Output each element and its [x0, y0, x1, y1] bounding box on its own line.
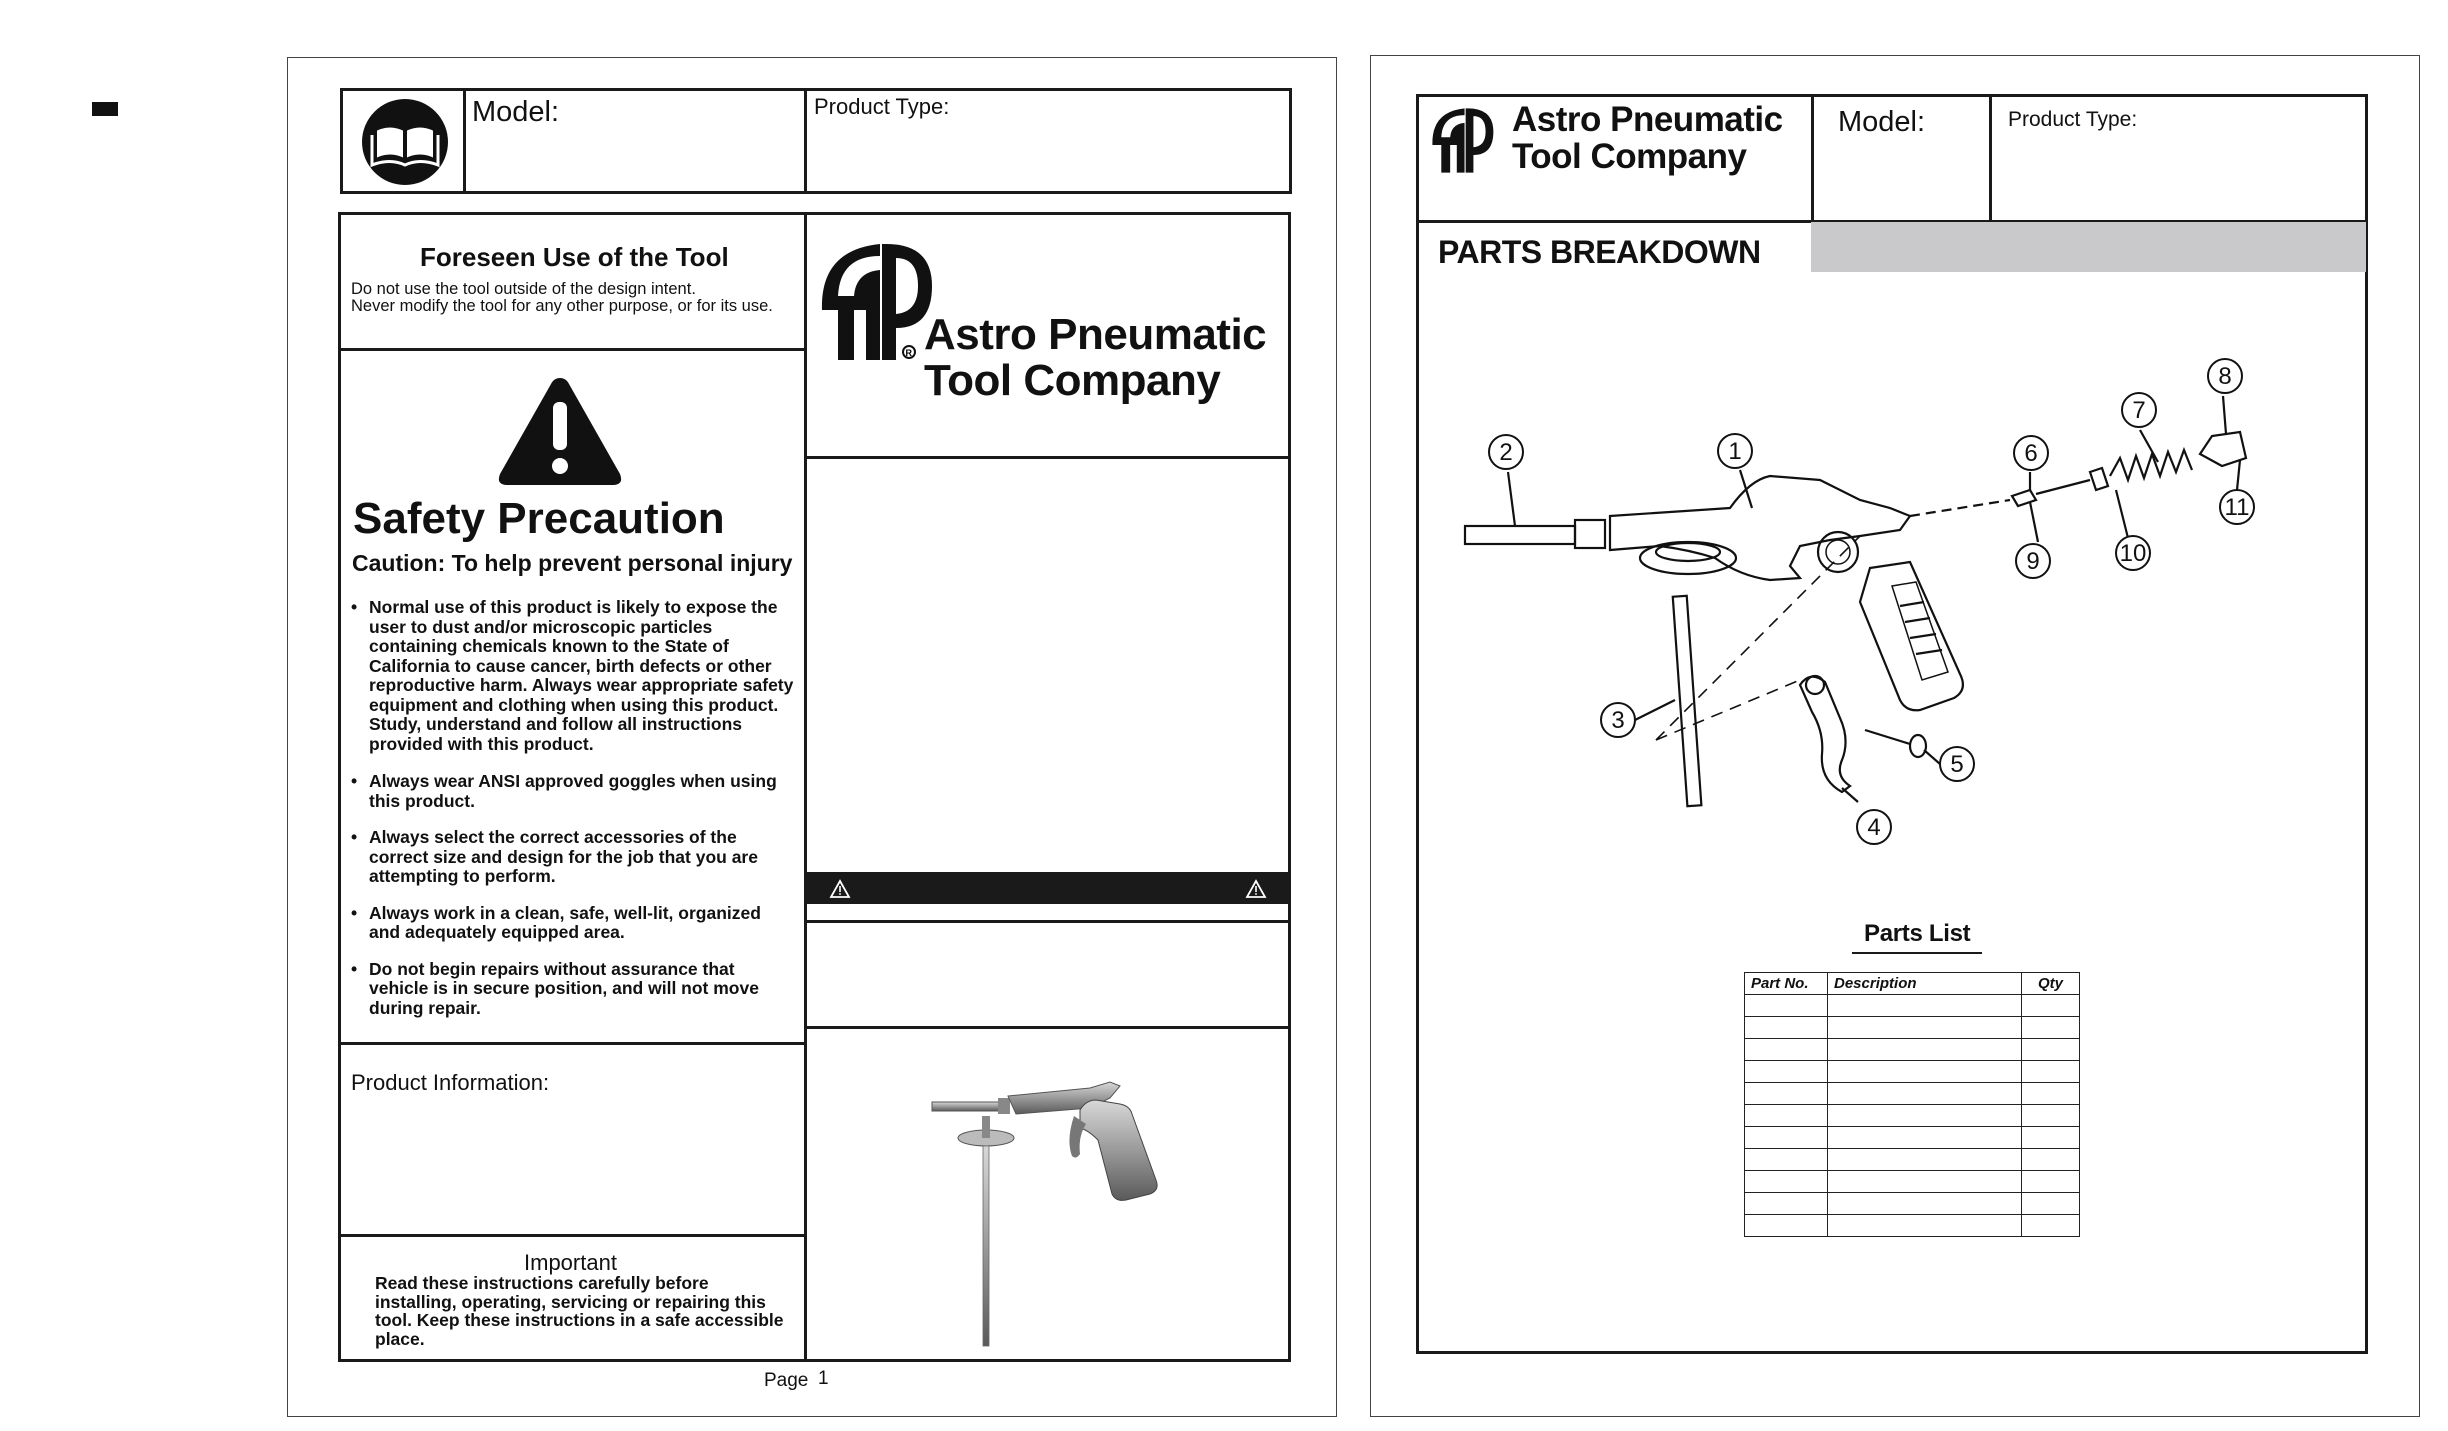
- table-cell: [1745, 1039, 1828, 1061]
- warning-band: [804, 872, 1291, 904]
- table-cell: [1828, 1171, 2022, 1193]
- table-cell: [1828, 995, 2022, 1017]
- warning-triangle-icon: [1245, 879, 1267, 899]
- safety-caution: Caution: To help prevent personal injury: [352, 550, 793, 576]
- callout-label: 10: [2119, 540, 2147, 567]
- parts-list-title: Parts List: [1864, 920, 1971, 947]
- table-cell: [2022, 1017, 2080, 1039]
- table-row: [1745, 1149, 2080, 1171]
- model-label: Model:: [1838, 106, 1926, 138]
- page-number: 1: [818, 1368, 829, 1389]
- safety-bullet: • Do not begin repairs without assurance that vehicle is in secure position, and will not move during repair.: [351, 960, 796, 1019]
- parts-list-body: [1745, 995, 2080, 1237]
- table-cell: [1828, 1127, 2022, 1149]
- callout-label: 1: [1728, 438, 1742, 465]
- table-cell: [1828, 1193, 2022, 1215]
- important-title: Important: [524, 1250, 617, 1275]
- table-cell: [1745, 995, 1828, 1017]
- callout-label: 7: [2132, 397, 2146, 424]
- table-cell: [1828, 1105, 2022, 1127]
- safety-title: Safety Precaution: [353, 494, 725, 543]
- section-title: PARTS BREAKDOWN: [1438, 234, 1761, 270]
- table-cell: [1745, 1105, 1828, 1127]
- brand-line2: Tool Company: [924, 356, 1221, 405]
- model-label: Model:: [472, 96, 560, 128]
- spray-gun-photo: [920, 1070, 1200, 1350]
- product-information-label: Product Information:: [351, 1070, 550, 1095]
- warning-triangle-icon: [496, 374, 624, 489]
- column-header: Qty: [2022, 973, 2080, 995]
- table-cell: [2022, 1105, 2080, 1127]
- callout-label: 11: [2224, 494, 2250, 521]
- table-cell: [1745, 1149, 1828, 1171]
- product-type-label: Product Type:: [2008, 108, 2138, 131]
- table-cell: [2022, 1127, 2080, 1149]
- table-cell: [2022, 995, 2080, 1017]
- table-cell: [2022, 1215, 2080, 1237]
- callout-label: 5: [1950, 751, 1964, 778]
- corner-mark: [92, 102, 118, 116]
- table-row: [1745, 995, 2080, 1017]
- callout-label: 9: [2026, 548, 2040, 575]
- table-header-row: [1745, 973, 2080, 995]
- safety-bullets: [351, 598, 796, 1035]
- callout-label: 6: [2024, 440, 2038, 467]
- table-cell: [2022, 1039, 2080, 1061]
- callout-label: 3: [1611, 707, 1625, 734]
- table-cell: [2022, 1171, 2080, 1193]
- foreseen-use-title: Foreseen Use of the Tool: [420, 242, 729, 272]
- table-row: [1745, 1127, 2080, 1149]
- table-row: [1745, 1105, 2080, 1127]
- foreseen-use-line2: Never modify the tool for any other purpose, or for its use.: [351, 297, 773, 315]
- table-cell: [1828, 1215, 2022, 1237]
- callout-label: 2: [1499, 439, 1513, 466]
- callout-label: 8: [2218, 363, 2232, 390]
- table-cell: [1745, 1083, 1828, 1105]
- page-label: Page: [764, 1370, 809, 1391]
- table-cell: [1745, 1017, 1828, 1039]
- safety-bullet: • Always work in a clean, safe, well-lit, organized and adequately equipped area.: [351, 904, 796, 943]
- table-cell: [1745, 1127, 1828, 1149]
- callout-label: 4: [1867, 814, 1881, 841]
- table-row: [1745, 1061, 2080, 1083]
- warning-triangle-icon: [829, 879, 851, 899]
- table-row: [1745, 1171, 2080, 1193]
- table-cell: [1828, 1061, 2022, 1083]
- table-cell: [2022, 1083, 2080, 1105]
- safety-bullet: • Always select the correct accessories of the correct size and design for the job that you are attempting to perform.: [351, 828, 796, 887]
- table-cell: [1745, 1061, 1828, 1083]
- table-cell: [1828, 1083, 2022, 1105]
- product-type-label: Product Type:: [814, 94, 950, 119]
- parts-list-table: [1744, 972, 2080, 1237]
- table-row: [1745, 1039, 2080, 1061]
- table-row: [1745, 1083, 2080, 1105]
- undercoating-gun-diagram: [1440, 340, 2280, 860]
- table-cell: [1828, 1149, 2022, 1171]
- table-row: [1745, 1017, 2080, 1039]
- important-body: Read these instructions carefully before installing, operating, servicing or repairing this tool. Keep these instructions in a safe accessible place.: [375, 1273, 784, 1349]
- svg-text:R: R: [905, 348, 912, 358]
- safety-bullet: • Always wear ANSI approved goggles when using this product.: [351, 772, 796, 811]
- manual-book-icon: [360, 97, 450, 187]
- section-gray-band: [1811, 222, 2366, 272]
- column-header: Part No.: [1745, 973, 1828, 995]
- table-cell: [1828, 1017, 2022, 1039]
- safety-bullet: • Normal use of this product is likely to expose the user to dust and/or microscopic particles containing chemicals known to the State of California to cause cancer, birth defects or other reproductive harm. Always wear appropriate safety equipment and clothing when using this product. Study, understand and follow all instructions provided with this product.: [351, 598, 796, 754]
- table-cell: [2022, 1149, 2080, 1171]
- table-cell: [1745, 1171, 1828, 1193]
- brand-line1: Astro Pneumatic: [1512, 100, 1783, 139]
- foreseen-use-line1: Do not use the tool outside of the design intent.: [351, 280, 696, 298]
- table-cell: [2022, 1061, 2080, 1083]
- table-cell: [1828, 1039, 2022, 1061]
- table-cell: [2022, 1193, 2080, 1215]
- brand-line1: Astro Pneumatic: [924, 310, 1267, 359]
- astro-logo-icon: [1428, 104, 1500, 176]
- table-cell: [1745, 1193, 1828, 1215]
- column-header: Description: [1828, 973, 2022, 995]
- table-row: [1745, 1215, 2080, 1237]
- table-cell: [1745, 1215, 1828, 1237]
- table-row: [1745, 1193, 2080, 1215]
- brand-line2: Tool Company: [1512, 137, 1747, 176]
